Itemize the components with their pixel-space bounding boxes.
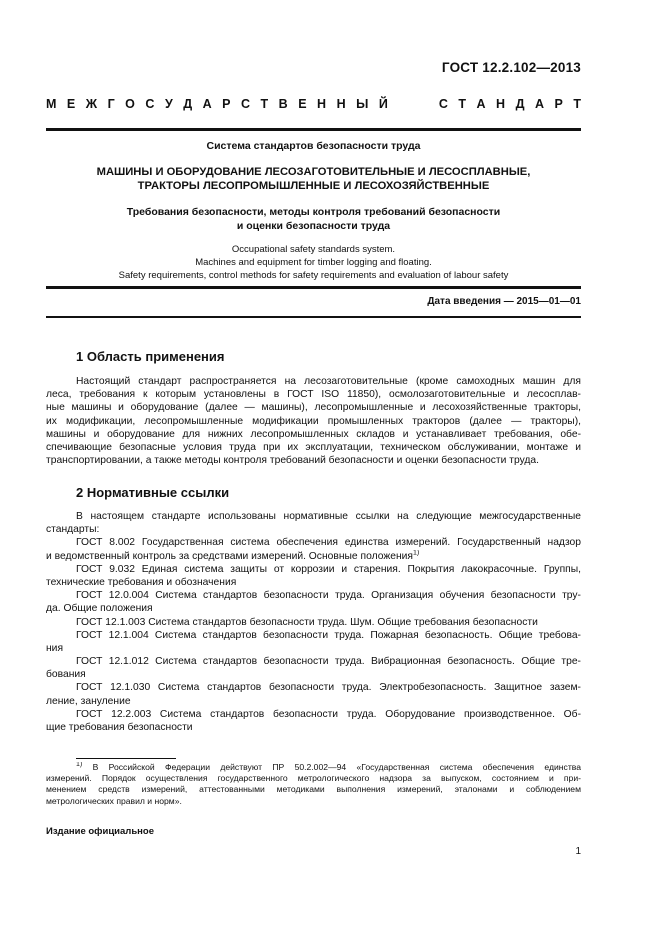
subtitle-line: Требования безопасности, методы контроля требований безопасности <box>126 206 501 218</box>
reference-line: технические требования и обозначения <box>46 576 237 588</box>
reference-line: да. Общие положения <box>46 603 153 615</box>
standard-type-heading <box>46 97 581 115</box>
standard-type-letter: М <box>46 97 57 111</box>
paragraph-line: Настоящий стандарт распространяется на лесозаготовительные (кроме самоходных машин для <box>76 376 581 387</box>
reference-line: ГОСТ 12.1.030 Система стандартов безопасности труда. Электробезопасность. Защитное зазем- <box>76 682 581 694</box>
footnote-text: В Российской Федерации действуют ПР 50.2.002—94 «Государственная система обеспечения единства <box>92 762 581 772</box>
reference-line: щие требования безопасности <box>46 722 193 733</box>
standard-type-letter: Т <box>573 97 581 111</box>
standard-type-letter: С <box>438 97 448 111</box>
reference-line: ГОСТ 12.0.004 Система стандартов безопасности труда. Организация обучения безопасности тру- <box>76 590 581 602</box>
reference-line: ление, зануление <box>46 695 131 707</box>
paragraph-line: их модификации, лесопромышленные модификации промышленных тракторов (далее — тракторы), <box>46 415 581 427</box>
main-title-line: МАШИНЫ И ОБОРУДОВАНИЕ ЛЕСОЗАГОТОВИТЕЛЬНЫЕ И ЛЕСОСПЛАВНЫЕ, <box>96 166 531 178</box>
footnote-line: измерений. Порядок осуществления государственного метрологического надзора за выпуском, состоянием и при- <box>46 773 581 784</box>
standard-type-letter: Ж <box>85 97 98 111</box>
standard-type-letter: Ы <box>356 97 369 111</box>
reference-line: ГОСТ 12.1.004 Система стандартов безопасности труда. Пожарная безопасность. Общие требова- <box>76 629 581 641</box>
main-title <box>46 165 581 193</box>
paragraph-line: спечивающие безопасные условия труда при их эксплуатации, техническом обслуживании, монтаже и <box>46 441 581 453</box>
date-rule <box>46 316 581 318</box>
reference-line <box>46 550 581 563</box>
standard-type-letter: Е <box>298 97 307 111</box>
reference-line: В настоящем стандарте использованы нормативные ссылки на следующие межгосударственные <box>76 511 581 522</box>
main-title-line: ТРАКТОРЫ ЛЕСОПРОМЫШЛЕННЫЕ И ЛЕСОХОЗЯЙСТВЕННЫЕ <box>137 180 490 192</box>
subtitle-line: и оценки безопасности труда <box>236 220 391 232</box>
reference-line: ГОСТ 8.002 Государственная система обеспечения единства измерений. Государственный надзор <box>76 537 581 549</box>
section-1-title: 1 Область применения <box>76 349 225 364</box>
standard-type-letter: Т <box>458 97 467 111</box>
page-number: 1 <box>575 846 581 857</box>
footnote-line: менением средств измерений, аттестованными методиками выполнения измерений, эталонами и соблюдением <box>46 784 581 795</box>
footnote-line: метрологических правил и норм». <box>46 795 182 806</box>
english-title-line: Occupational safety standards system. <box>231 244 396 255</box>
standard-type-letter: Е <box>66 97 76 111</box>
standard-type-letter: Н <box>496 97 506 111</box>
paragraph-line: леса, требования к которым установлены в ГОСТ ISO 11850), осмолозаготовительные и лесосплав- <box>46 389 581 401</box>
system-title: Система стандартов безопасности труда <box>206 140 421 152</box>
standard-type-letter: Т <box>260 97 269 111</box>
footnote <box>46 762 581 807</box>
english-title-line: Machines and equipment for timber logging and floating. <box>195 257 432 268</box>
standard-type-letter: Н <box>336 97 346 111</box>
subtitle <box>46 205 581 233</box>
gost-code: ГОСТ 12.2.102—2013 <box>441 60 581 75</box>
paragraph-line: машины и оборудование для нижних лесопромышленных складов и устанавливает требования, обе- <box>46 428 581 440</box>
standard-type-letter: А <box>534 97 545 111</box>
standard-type-letter: Г <box>107 97 115 111</box>
standard-type-letter: Р <box>222 97 231 111</box>
section-2-title: 2 Нормативные ссылки <box>76 485 230 500</box>
title-rule <box>46 286 581 289</box>
footnote-rule <box>76 758 176 759</box>
standard-type-letter: Р <box>554 97 563 111</box>
standard-type-letter: У <box>164 97 173 111</box>
standard-type-letter: Й <box>378 97 388 111</box>
standard-type-letter: С <box>145 97 155 111</box>
standard-type-letter: Н <box>317 97 327 111</box>
reference-line: ГОСТ 9.032 Единая система защиты от коррозии и старения. Покрытия лакокрасочные. Группы, <box>76 563 581 575</box>
intro-date: Дата введения — 2015—01—01 <box>427 296 581 307</box>
footnote-marker: 1) <box>412 549 420 557</box>
paragraph-line: ные машины и оборудование (далее — машины), лесопромышленные и лесохозяйственные тракторы, <box>46 402 581 414</box>
header-rule <box>46 128 581 131</box>
standard-type-letter: О <box>125 97 135 111</box>
footnote-line <box>46 762 581 773</box>
standard-type-letter: Д <box>183 97 193 111</box>
standard-type-letter: С <box>241 97 251 111</box>
reference-line: стандарты: <box>46 524 100 536</box>
standard-type-letter: Д <box>515 97 525 111</box>
reference-line: ГОСТ 12.1.012 Система стандартов безопасности труда. Вибрационная безопасность. Общие тре- <box>76 656 581 668</box>
english-title-line: Safety requirements, control methods for safety requirements and evaluation of labour safety <box>118 270 509 281</box>
reference-line: ния <box>46 642 64 654</box>
reference-line-text: и ведомственный контроль за средствами измерений. Основные положения <box>46 550 413 562</box>
section-1-body <box>46 375 581 467</box>
standard-type-letter: В <box>278 97 288 111</box>
standard-type-letter: А <box>202 97 212 111</box>
paragraph-line: транспортировании, а также методы контроля требований безопасности и оценки безопасности труда. <box>46 455 539 467</box>
english-title <box>46 243 581 282</box>
word-gap <box>398 97 428 115</box>
reference-line: бования <box>46 669 86 681</box>
footnote-marker: 1) <box>76 762 83 769</box>
reference-line: ГОСТ 12.2.003 Система стандартов безопасности труда. Оборудование производственное. Об- <box>76 708 581 720</box>
reference-line: ГОСТ 12.1.003 Система стандартов безопасности труда. Шум. Общие требования безопасности <box>76 616 538 628</box>
edition-label: Издание официальное <box>46 826 154 837</box>
standard-type-letter: А <box>476 97 486 111</box>
section-2-body <box>46 510 581 734</box>
